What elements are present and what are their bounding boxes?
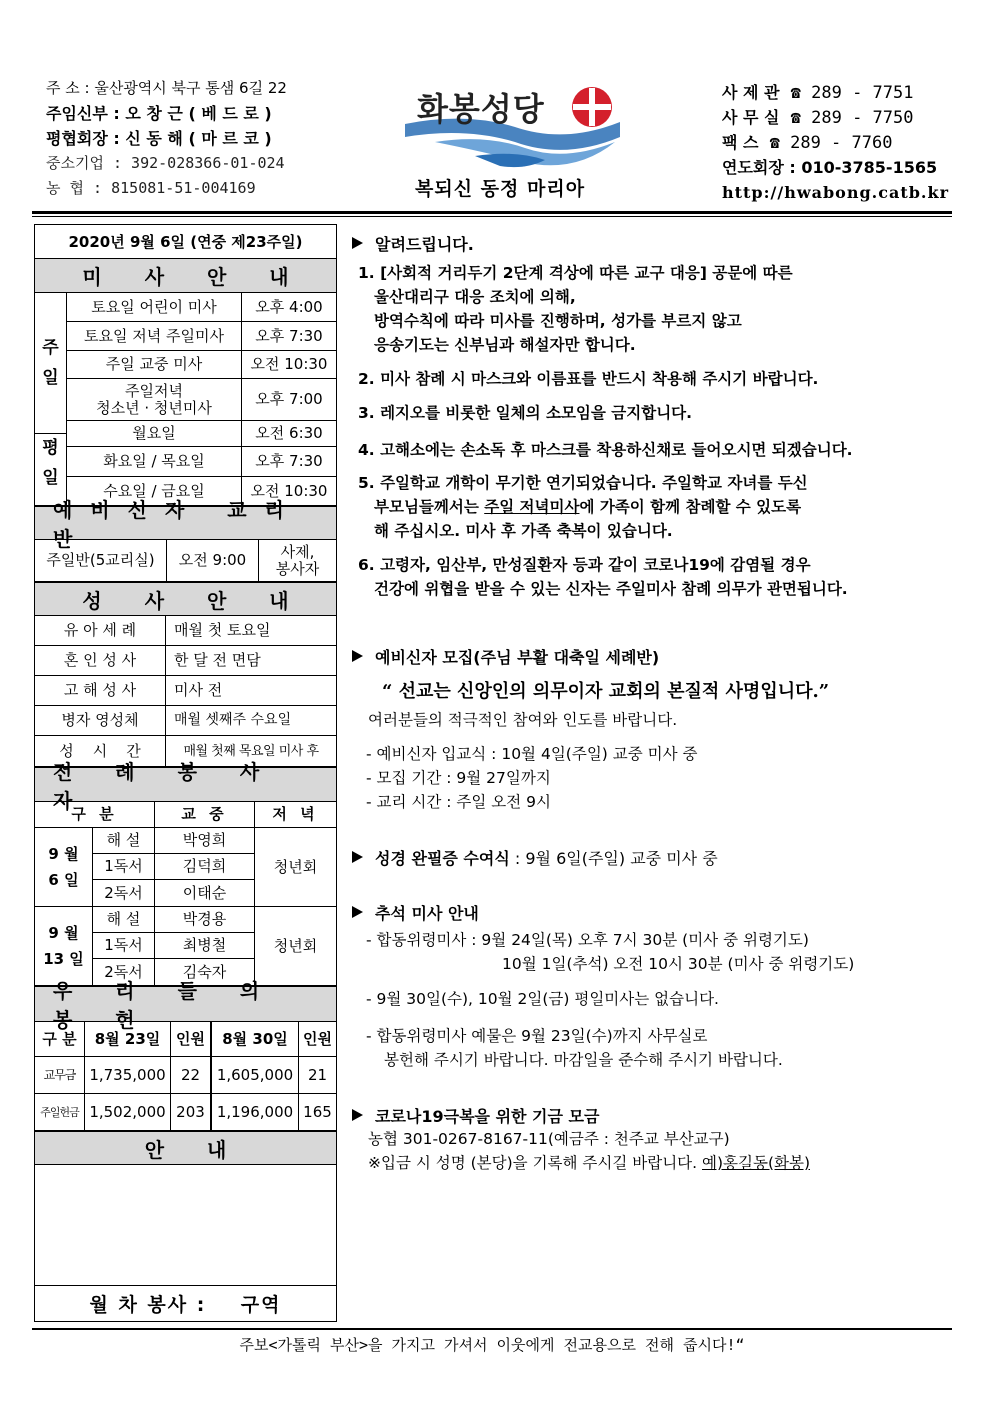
triangle-bullet-icon bbox=[352, 851, 363, 863]
mass-name: 토요일 저녁 주일미사 bbox=[67, 322, 242, 351]
website-url[interactable]: http://hwabong.catb.kr bbox=[722, 183, 949, 202]
triangle-bullet-icon bbox=[352, 650, 363, 662]
offering-count: 21 bbox=[299, 1057, 336, 1094]
offering-amount: 1,196,000 bbox=[211, 1094, 299, 1131]
patron-saint: 복되신 동정 마리아 bbox=[415, 178, 586, 200]
mass-guide-title: 미 사 안 내 bbox=[35, 259, 336, 293]
chuseok-mass-heading: 추석 미사 안내 bbox=[352, 901, 479, 924]
offering-head-count1: 인원 bbox=[171, 1022, 211, 1057]
offering-title: 우 리 들 의 봉 헌 bbox=[35, 986, 336, 1022]
offering-amount: 1,605,000 bbox=[211, 1057, 299, 1094]
bulletin-date: 2020년 9월 6일 (연중 제23주일) bbox=[35, 225, 336, 259]
footer-message: 주보<가톨릭 부산>을 가지고 가셔서 이웃에게 전교용으로 전해 줍시다!“ bbox=[239, 1336, 745, 1354]
minister-evening: 청년회 bbox=[255, 828, 336, 907]
notice-item-6-line: 건강에 위협을 받을 수 있는 신자는 주일미사 참례 의무가 관면됩니다. bbox=[374, 580, 848, 598]
minister-role: 2독서 bbox=[93, 880, 155, 907]
ministers-date: 9 월 6 일 bbox=[35, 828, 93, 907]
recruit-detail: - 교리 시간 : 주일 오전 9시 bbox=[366, 793, 551, 811]
contact-info bbox=[722, 80, 962, 205]
ministers-date: 9 월 13 일 bbox=[35, 907, 93, 986]
minister-name: 박경용 bbox=[155, 907, 255, 933]
minister-role: 해 설 bbox=[93, 907, 155, 933]
mass-time: 오전 10:30 bbox=[242, 477, 336, 506]
catechumen-teacher: 사제, 봉사자 bbox=[259, 540, 336, 582]
mass-name: 화요일 / 목요일 bbox=[67, 447, 242, 477]
minister-role: 1독서 bbox=[93, 933, 155, 959]
bank-account-1: 중소기업 : 392-028366-01-024 bbox=[46, 154, 285, 172]
office-phone: ☎ 289 - 7750 bbox=[790, 108, 914, 128]
fax-number: ☎ 289 - 7760 bbox=[769, 133, 893, 153]
offering-head-date2: 8월 30일 bbox=[211, 1022, 299, 1057]
catechumen-time: 오전 9:00 bbox=[167, 540, 259, 582]
minister-name: 김덕희 bbox=[155, 854, 255, 880]
sacrament-schedule: 매월 첫째 목요일 미사 후 bbox=[166, 736, 336, 767]
ministers-head-evening: 저 녁 bbox=[255, 802, 336, 828]
fax-label: 팩 스 bbox=[722, 133, 759, 152]
offering-kind: 교무금 bbox=[35, 1057, 85, 1094]
rectory-phone: ☎ 289 - 7751 bbox=[790, 83, 914, 103]
recruit-text: 여러분들의 적극적인 참여와 인도를 바랍니다. bbox=[368, 711, 678, 729]
minister-name: 최병철 bbox=[155, 933, 255, 959]
yeondo-contact: 연도회장 : 010-3785-1565 bbox=[722, 158, 938, 177]
catechumen-class: 주일반(5교리실) bbox=[35, 540, 167, 582]
minister-name: 김숙자 bbox=[155, 959, 255, 986]
office-label: 사 무 실 bbox=[722, 108, 780, 127]
minister-name: 이태순 bbox=[155, 880, 255, 907]
offering-amount: 1,735,000 bbox=[85, 1057, 171, 1094]
offering-head-category: 구 분 bbox=[35, 1022, 85, 1057]
triangle-bullet-icon bbox=[352, 906, 363, 918]
footer-divider bbox=[32, 1328, 952, 1330]
sacrament-name: 병자 영성체 bbox=[35, 706, 166, 736]
catechumen-recruit-heading: 예비신자 모집(주님 부활 대축일 세례반) bbox=[352, 645, 659, 668]
notice-item-5: 5. 주일학교 개학이 무기한 연기되었습니다. 주일학교 자녀를 두신 bbox=[358, 474, 808, 492]
minister-evening: 청년회 bbox=[255, 907, 336, 986]
minister-role: 2독서 bbox=[93, 959, 155, 986]
sacrament-name: 고 해 성 사 bbox=[35, 676, 166, 706]
sacrament-schedule: 매월 셋째주 수요일 bbox=[166, 706, 336, 736]
notice-item-5-line: 해 주십시오. 미사 후 가족 축복이 있습니다. bbox=[374, 522, 673, 540]
notice-title: 안 내 bbox=[35, 1131, 336, 1165]
rectory-label: 사 제 관 bbox=[722, 83, 780, 102]
chuseok-detail: - 합동위령미사 : 9월 24일(목) 오후 7시 30분 (미사 중 위령기도) bbox=[366, 931, 809, 949]
chuseok-detail: - 합동위령미사 예물은 9월 23일(수)까지 사무실로 bbox=[366, 1027, 708, 1045]
council-president: 평협회장 : 신 동 해 ( 마 르 코 ) bbox=[46, 129, 272, 148]
notice-heading: 알려드립니다. bbox=[352, 232, 474, 255]
mission-slogan: “ 선교는 신앙인의 의무이자 교회의 본질적 사명입니다.” bbox=[382, 681, 830, 702]
sacrament-name: 성 시 간 bbox=[35, 736, 166, 767]
notice-item-1-line: 응송기도는 신부님과 해설자만 합니다. bbox=[374, 336, 636, 354]
mass-name: 수요일 / 금요일 bbox=[67, 477, 242, 506]
notice-item-1-line: 방역수칙에 따라 미사를 진행하며, 성가를 부르지 않고 bbox=[374, 312, 742, 330]
bible-award-heading: 성경 완필증 수여식 : 9월 6일(주일) 교중 미사 중 bbox=[352, 846, 718, 869]
covid-fund-heading: 코로나19극복을 위한 기금 모금 bbox=[352, 1104, 599, 1127]
mass-name: 주일저녁 청소년 · 청년미사 bbox=[67, 379, 242, 421]
offering-head-count2: 인원 bbox=[299, 1022, 336, 1057]
sacrament-name: 유 아 세 례 bbox=[35, 616, 166, 646]
mass-time: 오전 6:30 bbox=[242, 421, 336, 447]
triangle-bullet-icon bbox=[352, 1109, 363, 1121]
mass-name: 월요일 bbox=[67, 421, 242, 447]
chuseok-detail: 봉헌해 주시기 바랍니다. 마감일을 준수해 주시기 바랍니다. bbox=[384, 1051, 783, 1069]
sacrament-schedule: 매월 첫 토요일 bbox=[166, 616, 336, 646]
recruit-detail: - 모집 기간 : 9월 27일까지 bbox=[366, 769, 551, 787]
church-name: 화봉성당 bbox=[417, 90, 545, 128]
offering-amount: 1,502,000 bbox=[85, 1094, 171, 1131]
weekday-label: 평 일 bbox=[35, 421, 67, 506]
offering-head-date1: 8월 23일 bbox=[85, 1022, 171, 1057]
left-sidebar bbox=[34, 224, 337, 1322]
minister-role: 해 설 bbox=[93, 828, 155, 854]
mass-time: 오후 7:30 bbox=[242, 322, 336, 351]
mass-time: 오전 10:30 bbox=[242, 351, 336, 379]
triangle-bullet-icon bbox=[352, 237, 363, 249]
notice-item-5-line: 부모님들께서는 주일 저녁미사에 가족이 함께 참례할 수 있도록 bbox=[374, 498, 802, 516]
ministers-head-category: 구 분 bbox=[35, 802, 155, 828]
sacrament-name: 혼 인 성 사 bbox=[35, 646, 166, 676]
sacrament-guide-title: 성 사 안 내 bbox=[35, 582, 336, 616]
header-info bbox=[46, 76, 346, 201]
sacrament-schedule: 한 달 전 면담 bbox=[166, 646, 336, 676]
mass-time: 오후 4:00 bbox=[242, 293, 336, 322]
minister-name: 박영희 bbox=[155, 828, 255, 854]
offering-count: 22 bbox=[171, 1057, 211, 1094]
liturgy-ministers-title: 전 례 봉 사 자 bbox=[35, 767, 336, 802]
mass-name: 주일 교중 미사 bbox=[67, 351, 242, 379]
notice-item-1-line: 울산대리구 대응 조치에 의해, bbox=[374, 288, 576, 306]
header-divider bbox=[32, 211, 952, 214]
offering-kind: 주일헌금 bbox=[35, 1094, 85, 1131]
notice-item-1: 1. [사회적 거리두기 2단계 격상에 따른 교구 대응] 공문에 따른 bbox=[358, 264, 793, 282]
offering-count: 165 bbox=[299, 1094, 336, 1131]
chuseok-detail: 10월 1일(추석) 오전 10시 30분 (미사 중 위령기도) bbox=[502, 955, 855, 973]
covid-instruction: ※입금 시 성명 (본당)을 기록해 주시길 바랍니다. 예)홍길동(화봉) bbox=[368, 1154, 810, 1172]
notice-item-3: 3. 레지오를 비롯한 일체의 소모임을 금지합니다. bbox=[358, 404, 693, 422]
pastor: 주임신부 : 오 창 근 ( 베 드 로 ) bbox=[46, 104, 272, 123]
covid-account: 농협 301-0267-8167-11(예금주 : 천주교 부산교구) bbox=[368, 1130, 730, 1148]
ministers-head-main-mass: 교 중 bbox=[155, 802, 255, 828]
offering-count: 203 bbox=[171, 1094, 211, 1131]
notice-item-4: 4. 고해소에는 손소독 후 마스크를 착용하신채로 들어오시면 되겠습니다. bbox=[358, 441, 853, 459]
sacrament-schedule: 미사 전 bbox=[166, 676, 336, 706]
church-logo bbox=[405, 82, 630, 202]
catechumen-class-title: 예비신자 교리반 bbox=[35, 506, 336, 540]
mass-time: 오후 7:00 bbox=[242, 379, 336, 421]
notice-item-6: 6. 고령자, 임산부, 만성질환자 등과 같이 코로나19에 감염될 경우 bbox=[358, 556, 811, 574]
header-divider-thin bbox=[32, 216, 952, 217]
mass-name: 토요일 어린이 미사 bbox=[67, 293, 242, 322]
mass-time: 오후 7:30 bbox=[242, 447, 336, 477]
notice-item-2: 2. 미사 참례 시 마스크와 이름표를 반드시 착용해 주시기 바랍니다. bbox=[358, 370, 819, 388]
chuseok-detail: - 9월 30일(수), 10월 2일(금) 평일미사는 없습니다. bbox=[366, 990, 719, 1008]
address: 주 소 : 울산광역시 북구 통샘 6길 22 bbox=[46, 79, 287, 97]
recruit-detail: - 예비신자 입교식 : 10월 4일(주일) 교중 미사 중 bbox=[366, 745, 698, 763]
bank-account-2: 농 협 : 815081-51-004169 bbox=[46, 179, 256, 197]
monthly-service: 월 차 봉사 : 구역 bbox=[35, 1285, 336, 1321]
minister-role: 1독서 bbox=[93, 854, 155, 880]
sunday-label: 주 일 bbox=[35, 293, 67, 434]
